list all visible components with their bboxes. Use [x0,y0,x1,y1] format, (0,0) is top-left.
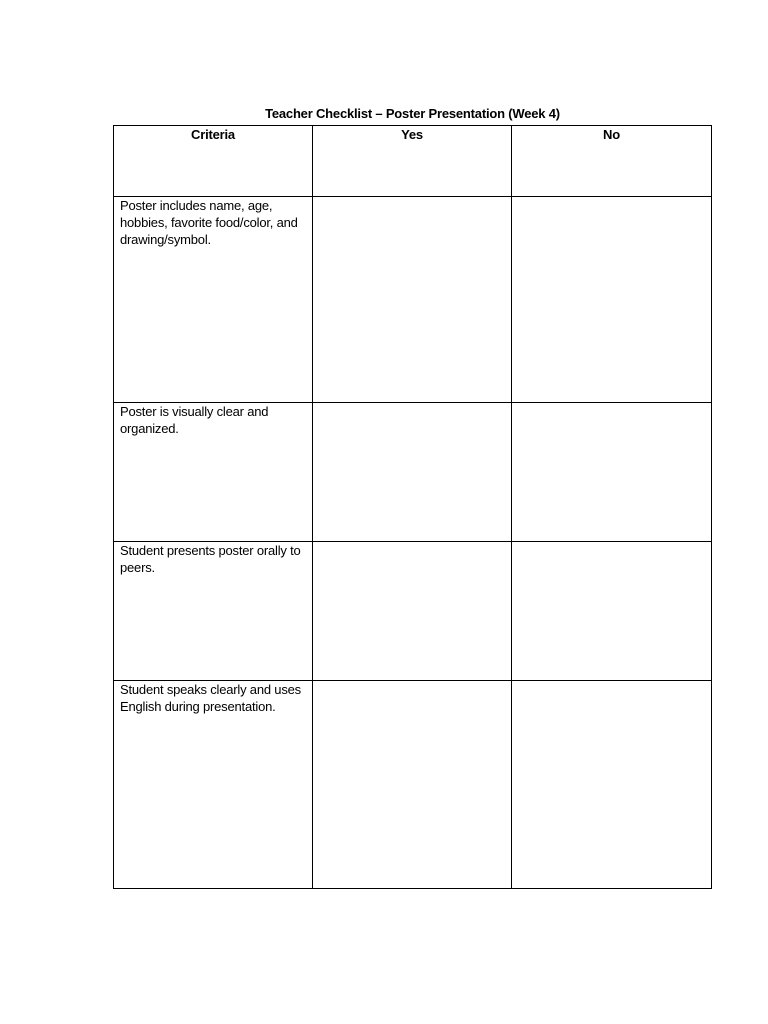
table-row [114,197,712,403]
page-title: Teacher Checklist – Poster Presentation (Week 4) [265,106,560,121]
yes-cell [313,542,512,681]
criteria-cell: Poster includes name, age, hobbies, favorite food/color, and drawing/symbol. [114,197,313,403]
no-cell [512,542,712,681]
header-criteria: Criteria [114,126,313,197]
criteria-cell: Poster is visually clear and organized. [114,403,313,542]
criteria-cell: Student presents poster orally to peers. [114,542,313,681]
header-no: No [512,126,712,197]
no-cell [512,403,712,542]
table-row [114,542,712,681]
yes-cell [313,681,512,889]
checklist-table [113,125,712,889]
table-row [114,681,712,889]
yes-cell [313,197,512,403]
criteria-cell: Student speaks clearly and uses English during presentation. [114,681,313,889]
header-yes: Yes [313,126,512,197]
no-cell [512,681,712,889]
table-header-row [114,126,712,197]
table-row [114,403,712,542]
yes-cell [313,403,512,542]
no-cell [512,197,712,403]
